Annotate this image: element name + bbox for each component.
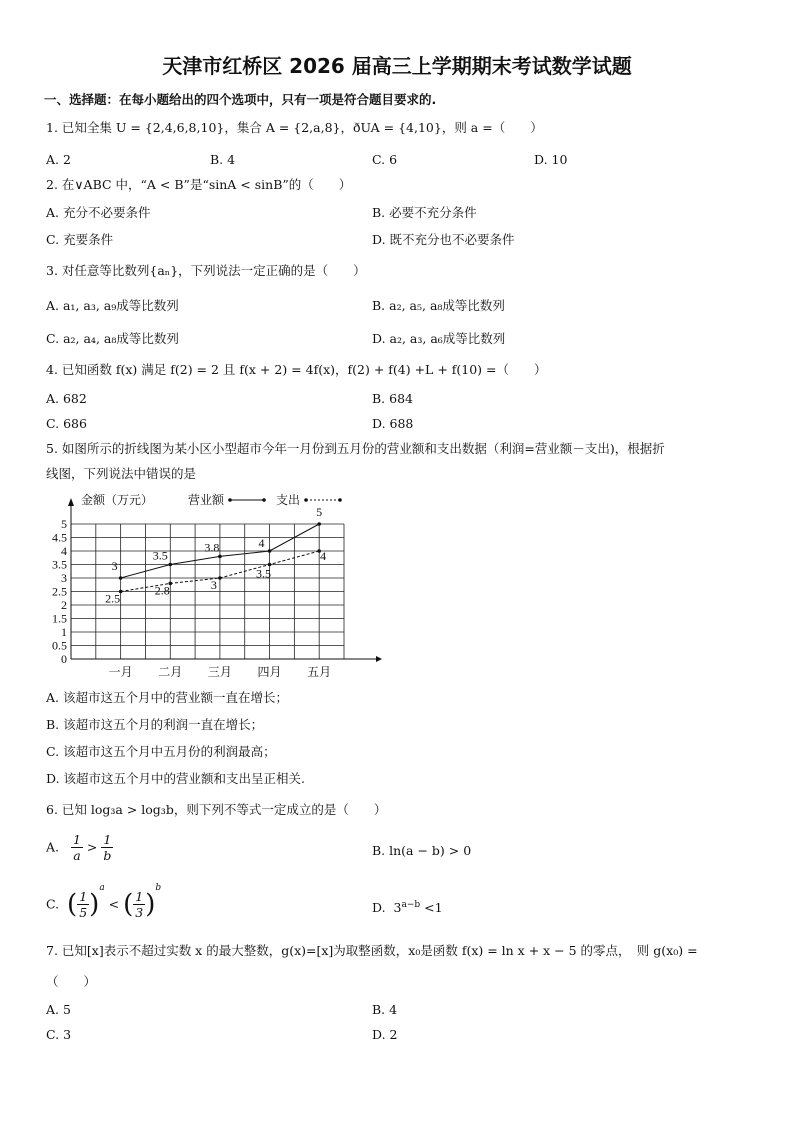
q3-option-a: A. a₁, a₃, a₉成等比数列 bbox=[46, 298, 179, 313]
q7-option-d: D. 2 bbox=[372, 1027, 398, 1042]
legend-marker bbox=[338, 498, 342, 502]
q5-option-d: D. 该超市这五个月中的营业额和支出呈正相关. bbox=[46, 771, 305, 786]
q6-option-d: D. $3^{a-b} <1$ bbox=[372, 900, 443, 916]
x-tick-label: 四月 bbox=[257, 665, 282, 679]
q3-option-d: D. a₂, a₃, a₆成等比数列 bbox=[372, 331, 506, 346]
data-label: 3.8 bbox=[204, 540, 220, 555]
q4-option-d: D. 688 bbox=[372, 416, 414, 431]
section-heading: 一、选择题：在每小题给出的四个选项中，只有一项是符合题目要求的. bbox=[44, 92, 437, 107]
data-label: 5 bbox=[316, 505, 323, 519]
y-axis-label: 金额（万元） bbox=[81, 493, 154, 507]
legend-marker bbox=[262, 498, 266, 502]
y-tick-label: 0 bbox=[61, 652, 67, 666]
x-axis-arrow bbox=[376, 656, 382, 662]
q5-option-c: C. 该超市这五个月中五月份的利润最高； bbox=[46, 744, 276, 759]
data-label: 3 bbox=[111, 559, 118, 573]
q7-option-c: C. 3 bbox=[46, 1027, 72, 1042]
q6-option-a: A. $\frac{1}{a}$ > $\frac{1}{b}$ bbox=[46, 832, 112, 863]
y-tick-label: 4 bbox=[61, 544, 67, 558]
q2-option-d: D. 既不充分也不必要条件 bbox=[372, 232, 515, 247]
q3-stem: 3. 对任意等比数列{aₙ}，下列说法一定正确的是（ ） bbox=[46, 263, 366, 278]
legend-label: 支出 bbox=[276, 493, 301, 507]
y-tick-label: 0.5 bbox=[52, 638, 67, 653]
y-tick-label: 2 bbox=[61, 598, 67, 612]
q7-stem-line2: （ ） bbox=[46, 974, 97, 989]
page-title: 天津市红桥区 2026 届高三上学期期末考试数学试题 bbox=[162, 54, 632, 78]
q2-option-a: A. 充分不必要条件 bbox=[46, 205, 151, 220]
q5-stem-line2: 线图，下列说法中错误的是 bbox=[46, 466, 197, 481]
q1-option-c: C. 6 bbox=[372, 152, 398, 167]
y-tick-label: 4.5 bbox=[52, 530, 67, 545]
q5-stem-line1: 5. 如图所示的折线图为某小区小型超市今年一月份到五月份的营业额和支出数据（利润=营业额－支出)，根据折 bbox=[46, 441, 665, 456]
x-tick-label: 一月 bbox=[108, 665, 133, 679]
q7-option-b: B. 4 bbox=[372, 1002, 398, 1017]
x-tick-label: 五月 bbox=[307, 665, 332, 679]
y-axis-arrow bbox=[68, 498, 74, 506]
q3-option-b: B. a₂, a₅, a₈成等比数列 bbox=[372, 298, 505, 313]
q4-stem: 4. 已知函数 f(x) 满足 f(2) = 2 且 f(x + 2) = 4f(x)，f(2) + f(4) +L + f(10) =（ ） bbox=[46, 362, 547, 377]
q1-stem: 1. 已知全集 U = {2,4,6,8,10}，集合 A = {2,a,8}，ðUA = {4,10}，则 a =（ ） bbox=[46, 120, 543, 135]
data-label: 3.5 bbox=[152, 548, 168, 563]
q7-stem-line1: 7. 已知[x]表示不超过实数 x 的最大整数，g(x)=[x]为取整函数，x₀是函数 f(x) = ln x + x − 5 的零点， 则 g(x₀) = bbox=[46, 943, 698, 958]
q6-option-b: B. ln(a − b) > 0 bbox=[372, 843, 472, 858]
data-label: 4 bbox=[258, 536, 265, 550]
q2-stem: 2. 在∨ABC 中，“A < B”是“sinA < sinB”的（ ） bbox=[46, 177, 352, 192]
q2-option-b: B. 必要不充分条件 bbox=[372, 205, 477, 220]
legend-label: 营业额 bbox=[188, 493, 225, 507]
q5-option-a: A. 该超市这五个月中的营业额一直在增长； bbox=[46, 690, 288, 705]
data-point bbox=[317, 522, 321, 526]
y-tick-label: 1.5 bbox=[52, 611, 67, 626]
q5-option-b: B. 该超市这五个月的利润一直在增长； bbox=[46, 717, 264, 732]
q1-option-b: B. 4 bbox=[210, 152, 236, 167]
data-label: 2.8 bbox=[154, 583, 170, 598]
data-label: 4 bbox=[320, 549, 327, 563]
x-tick-label: 二月 bbox=[158, 665, 183, 679]
q6-a-fraction-1: $\frac{1}{a}$ bbox=[72, 832, 81, 863]
q1-option-d: D. 10 bbox=[534, 152, 568, 167]
q6-stem: 6. 已知 log₃a > log₃b，则下列不等式一定成立的是（ ） bbox=[46, 802, 387, 817]
legend-marker bbox=[304, 498, 308, 502]
y-tick-label: 2.5 bbox=[52, 584, 67, 599]
q3-option-c: C. a₂, a₄, a₈成等比数列 bbox=[46, 331, 179, 346]
y-tick-label: 1 bbox=[61, 625, 67, 639]
y-tick-label: 3.5 bbox=[52, 557, 67, 572]
data-label: 2.5 bbox=[105, 591, 121, 606]
y-tick-label: 5 bbox=[61, 517, 67, 531]
line-chart bbox=[40, 488, 400, 684]
y-tick-label: 3 bbox=[61, 571, 67, 585]
q6-a-fraction-2: $\frac{1}{b}$ bbox=[103, 832, 112, 863]
data-point bbox=[268, 549, 272, 553]
legend-marker bbox=[228, 498, 232, 502]
q4-option-c: C. 686 bbox=[46, 416, 87, 431]
q7-option-a: A. 5 bbox=[46, 1002, 71, 1017]
data-label: 3.5 bbox=[256, 566, 272, 581]
x-tick-label: 三月 bbox=[207, 665, 232, 679]
q4-option-b: B. 684 bbox=[372, 391, 413, 406]
data-point bbox=[218, 576, 222, 580]
q2-option-c: C. 充要条件 bbox=[46, 232, 114, 247]
q4-option-a: A. 682 bbox=[46, 391, 87, 406]
q1-option-a: A. 2 bbox=[46, 152, 71, 167]
data-point bbox=[168, 563, 172, 567]
data-label: 3 bbox=[210, 578, 217, 592]
data-point bbox=[119, 576, 123, 580]
data-point bbox=[218, 555, 222, 559]
q6-option-c: C. ( $\frac{1}{5}$ )$^a$ < ( $\frac{1}{3}$ )$^b$ bbox=[46, 883, 162, 920]
